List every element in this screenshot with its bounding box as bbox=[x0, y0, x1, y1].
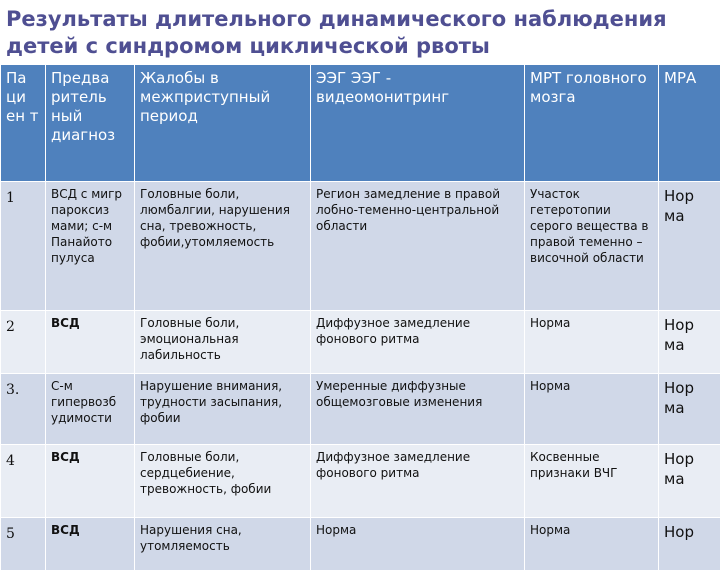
cell-complaints: Нарушение внимания, трудности засыпания, фобии bbox=[135, 374, 311, 445]
cell-mra: Нор ма bbox=[659, 182, 720, 311]
cell-mrt: Норма bbox=[525, 374, 659, 445]
header-complaints: Жалобы в межприступный период bbox=[135, 65, 311, 182]
cell-eeg: Диффузное замедление фонового ритма bbox=[311, 311, 525, 374]
cell-patient-number: 1 bbox=[1, 182, 46, 311]
header-mra: МРА bbox=[659, 65, 720, 182]
cell-patient-number: 2 bbox=[1, 311, 46, 374]
table-row bbox=[1, 445, 720, 518]
cell-patient-number: 4 bbox=[1, 445, 46, 518]
cell-patient-number: 5 bbox=[1, 518, 46, 571]
cell-diagnosis: ВСД bbox=[46, 518, 135, 571]
table-row bbox=[1, 311, 720, 374]
cell-complaints: Головные боли, эмоциональная лабильность bbox=[135, 311, 311, 374]
cell-complaints: Головные боли, люмбалгии, нарушения сна, тревожность, фобии,утомляемость bbox=[135, 182, 311, 311]
cell-diagnosis: ВСД bbox=[46, 311, 135, 374]
cell-mrt: Косвенные признаки ВЧГ bbox=[525, 445, 659, 518]
table-header-row bbox=[1, 65, 720, 182]
cell-diagnosis: ВСД bbox=[46, 445, 135, 518]
cell-mrt: Участок гетеротопии серого вещества в правой теменно – височной области bbox=[525, 182, 659, 311]
header-mrt: МРТ головного мозга bbox=[525, 65, 659, 182]
cell-mra: Нор bbox=[659, 518, 720, 571]
cell-mra: Нор ма bbox=[659, 445, 720, 518]
page-title: Результаты длительного динамического наблюдения детей с синдромом циклической рвоты bbox=[6, 6, 714, 60]
cell-mrt: Норма bbox=[525, 311, 659, 374]
cell-mra: Нор ма bbox=[659, 374, 720, 445]
header-diagnosis: Предва ритель ный диагноз bbox=[46, 65, 135, 182]
cell-eeg: Регион замедление в правой лобно-теменно-центральной области bbox=[311, 182, 525, 311]
header-eeg: ЭЭГ ЭЭГ - видеомонитринг bbox=[311, 65, 525, 182]
cell-patient-number: 3. bbox=[1, 374, 46, 445]
cell-eeg: Умеренные диффузные общемозговые изменения bbox=[311, 374, 525, 445]
cell-diagnosis: С-м гипервозб удимости bbox=[46, 374, 135, 445]
header-patient: Па ци ен т bbox=[1, 65, 46, 182]
table-row bbox=[1, 374, 720, 445]
results-table bbox=[0, 64, 720, 571]
cell-mrt: Норма bbox=[525, 518, 659, 571]
cell-complaints: Нарушения сна, утомляемость bbox=[135, 518, 311, 571]
cell-eeg: Диффузное замедление фонового ритма bbox=[311, 445, 525, 518]
cell-eeg: Норма bbox=[311, 518, 525, 571]
cell-complaints: Головные боли, сердцебиение, тревожность, фобии bbox=[135, 445, 311, 518]
table-row bbox=[1, 182, 720, 311]
cell-mra: Нор ма bbox=[659, 311, 720, 374]
cell-diagnosis: ВСД с мигр пароксиз мами; с-м Панайото пулуса bbox=[46, 182, 135, 311]
table-row bbox=[1, 518, 720, 571]
